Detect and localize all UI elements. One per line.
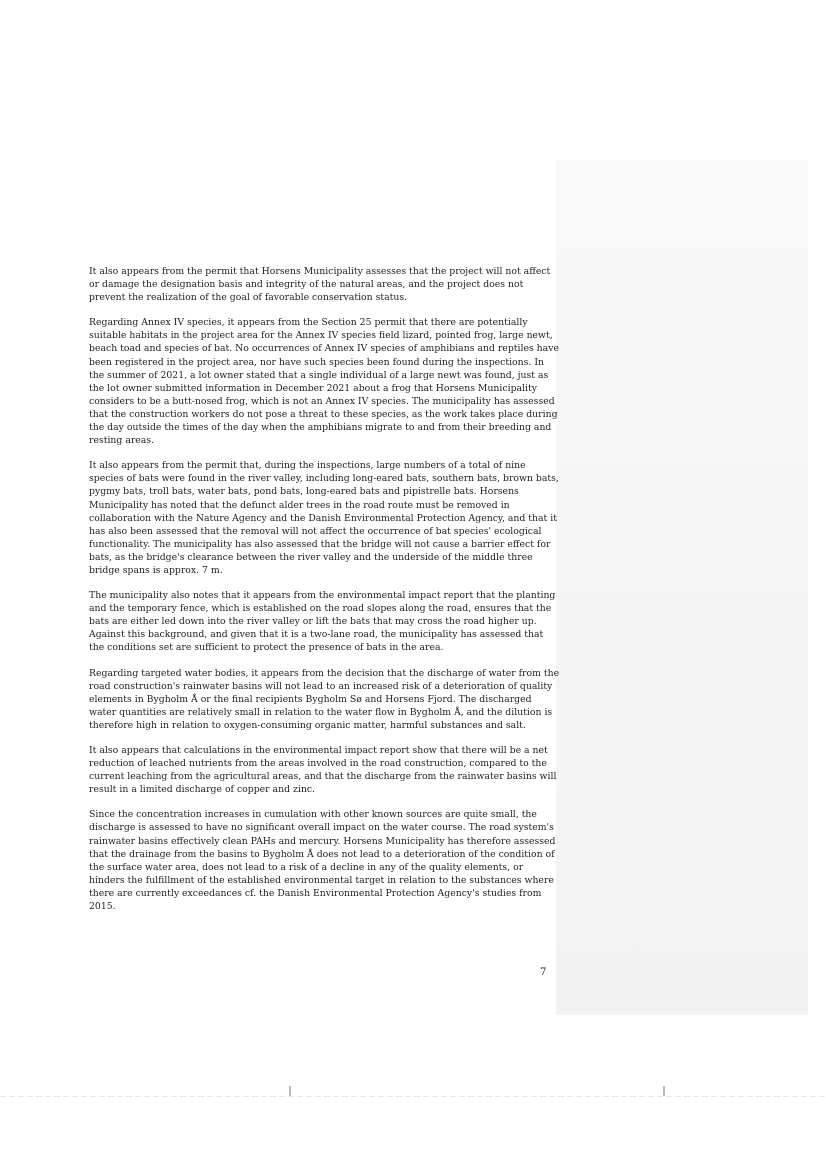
scan-artifact-mark — [663, 1086, 665, 1096]
paragraph: It also appears from the permit that Horsens Municipality assesses that the project will not affect or damage the designation basis and integrity of the natural areas, and the project does not prevent the realization of the goal of favorable conservation status. — [89, 266, 551, 304]
document-body — [89, 265, 561, 925]
page-number: 7 — [540, 967, 547, 978]
paragraph: Regarding targeted water bodies, it appears from the decision that the discharge of water from the road construction's rainwater basins will not lead to an increased risk of a deterioration of quality elements in Bygholm Å or the final recipients Bygholm Sø and Horsens Fjord. The discharged water quantities are relatively small in relation to the water flow in Bygholm Å, and the dilution is therefore high in relation to oxygen-consuming organic matter, harmful substances and salt. — [89, 667, 560, 731]
scan-shadow — [556, 160, 808, 1015]
paragraph: The municipality also notes that it appears from the environmental impact report that the planting and the temporary fence, which is established on the road slopes along the road, ensures that the bats are either led down into the river valley or lift the bats that may cross the road higher up. Against this background, and given that it is a two-lane road, the municipality has assessed that the conditions set are sufficient to protect the presence of bats in the area. — [89, 590, 556, 654]
paragraph: It also appears that calculations in the environmental impact report show that there will be a net reduction of leached nutrients from the areas involved in the road construction, compared to the current leaching from the agricultural areas, and that the discharge from the rainwater basins will result in a limited discharge of copper and zinc. — [89, 745, 557, 796]
paragraph: It also appears from the permit that, during the inspections, large numbers of a total of nine species of bats were found in the river valley, including long-eared bats, southern bats, brown bats, pygmy bats, troll bats, water bats, pond bats, long-eared bats and pipistrelle bats. Horsens Municipality has noted that the defunct alder trees in the road route must be removed in collaboration with the Nature Agency and the Danish Environmental Protection Agency, and that it has also been assessed that the removal will not affect the occurrence of bat species' ecological functionality. The municipality has also assessed that the bridge will not cause a barrier effect for bats, as the bridge's clearance between the river valley and the underside of the middle three bridge spans is approx. 7 m. — [89, 460, 559, 576]
scan-artifact-line — [0, 1096, 826, 1097]
paragraph: Regarding Annex IV species, it appears from the Section 25 permit that there are potentially suitable habitats in the project area for the Annex IV species field lizard, pointed frog, large newt, beach toad and species of bat. No occurrences of Annex IV species of amphibians and reptiles have been registered in the project area, nor have such species been found during the inspections. In the summer of 2021, a lot owner stated that a single individual of a large newt was found, just as the lot owner submitted information in December 2021 about a frog that Horsens Municipality considers to be a butt-nosed frog, which is not an Annex IV species. The municipality has assessed that the construction workers do not pose a threat to these species, as the work takes place during the day outside the times of the day when the amphibians migrate to and from their breeding and resting areas. — [89, 317, 559, 447]
scan-artifact-mark — [289, 1086, 291, 1096]
paragraph: Since the concentration increases in cumulation with other known sources are quite small, the discharge is assessed to have no significant overall impact on the water course. The road system's rainwater basins effectively clean PAHs and mercury. Horsens Municipality has therefore assessed that the drainage from the basins to Bygholm Å does not lead to a deterioration of the condition of the surface water area, does not lead to a risk of a decline in any of the quality elements, or hinders the fulfillment of the established environmental target in relation to the substances where there are currently exceedances cf. the Danish Environmental Protection Agency's studies from 2015. — [89, 809, 556, 913]
